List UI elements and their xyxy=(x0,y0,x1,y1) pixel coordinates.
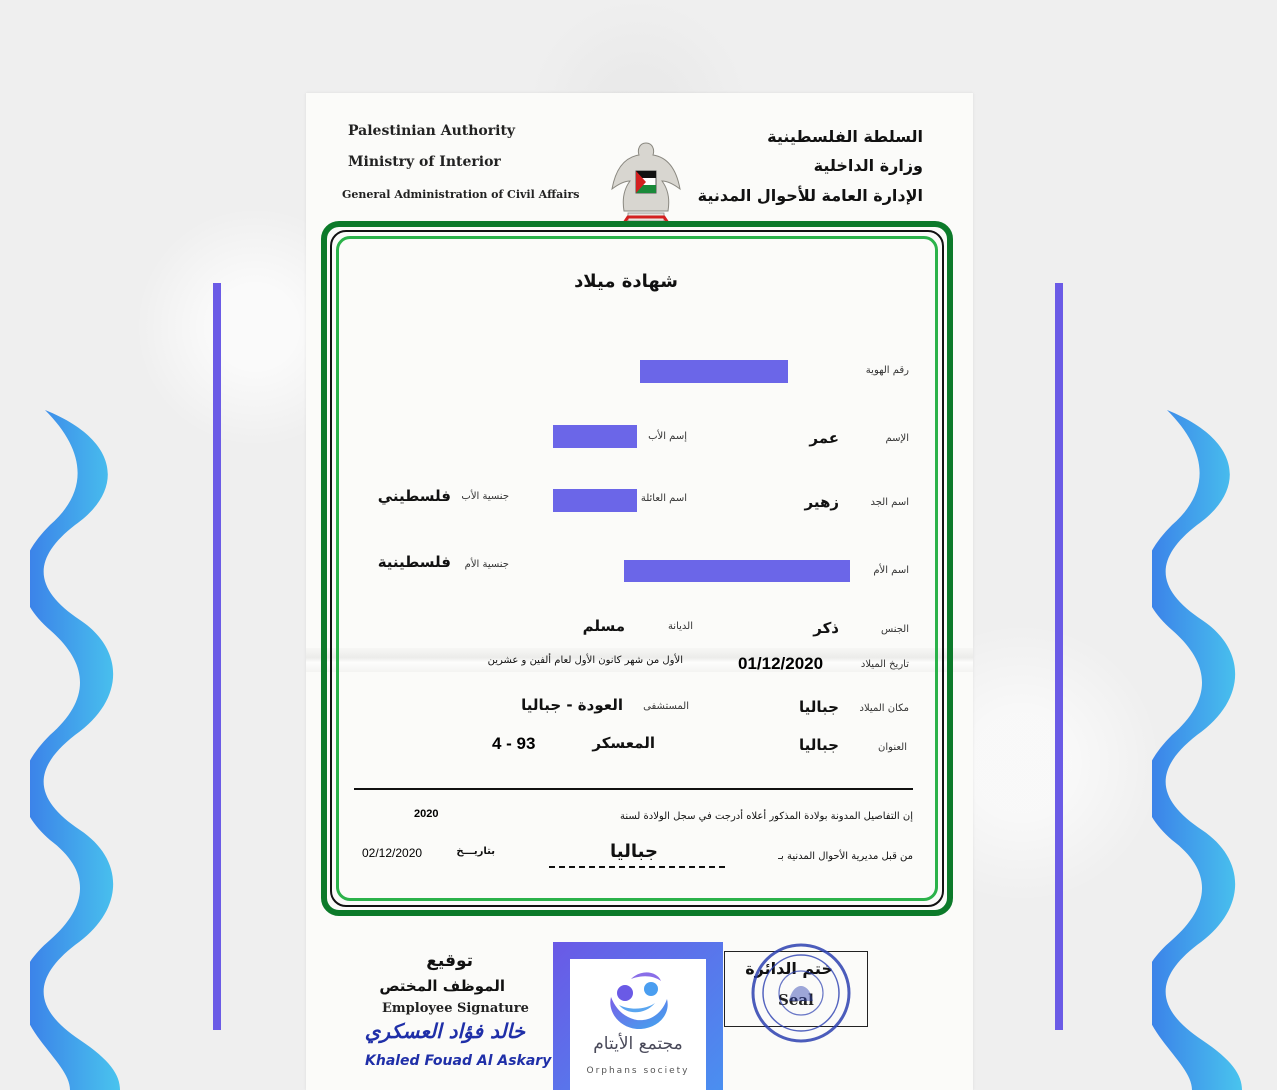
camp-value: 4 - 93 xyxy=(492,734,536,753)
mother-name-redacted xyxy=(624,560,850,582)
signature-label-ar: توقيع xyxy=(426,951,473,971)
family-name-redacted xyxy=(553,489,637,512)
name-label: الإسم xyxy=(885,433,909,444)
left-wave-decoration xyxy=(30,410,125,1090)
eagle-emblem-icon xyxy=(606,137,686,229)
issued-by-label: من قبل مديرية الأحوال المدنية بـ xyxy=(778,851,913,862)
birth-place-label: مكان الميلاد xyxy=(859,703,909,714)
seal-label-en: Seal xyxy=(778,991,814,1009)
officer-label-ar: الموظف المختص xyxy=(379,977,505,995)
header-ar-ministry: وزارة الداخلية xyxy=(813,156,923,175)
birth-certificate xyxy=(306,93,973,1090)
orphans-society-logo-icon xyxy=(601,969,675,1033)
issued-place-underline xyxy=(549,866,725,868)
issued-date-value: 02/12/2020 xyxy=(362,846,423,860)
religion-value: مسلم xyxy=(582,617,625,635)
header-ar-administration: الإدارة العامة للأحوال المدنية xyxy=(697,186,923,205)
hospital-label: المستشفى xyxy=(643,701,689,712)
sex-label: الجنس xyxy=(880,624,909,635)
issued-date-label: بتاريـــخ xyxy=(456,846,495,857)
officer-name-stamp xyxy=(361,1011,552,1079)
left-accent-bar xyxy=(213,283,221,1030)
divider-line xyxy=(354,788,913,790)
grandfather-value: زهير xyxy=(804,493,839,511)
header-en-ministry: Ministry of Interior xyxy=(348,154,501,170)
mother-nationality-label: جنسية الأم xyxy=(464,559,509,570)
orphans-society-logo-card xyxy=(553,942,723,1090)
mother-name-label: اسم الأم xyxy=(873,565,909,576)
certificate-title: شهادة ميلاد xyxy=(574,271,678,292)
header-en-authority: Palestinian Authority xyxy=(348,123,516,139)
mother-nationality-value: فلسطينية xyxy=(377,553,451,571)
id-number-label: رقم الهوية xyxy=(865,365,909,376)
header-ar-authority: السلطة الفلسطينية xyxy=(767,127,923,146)
official-seal-stamp-icon xyxy=(749,941,853,1045)
address-label: العنوان xyxy=(878,742,907,753)
seal-label-ar: ختم الدائرة xyxy=(745,959,833,978)
birth-date-words: الأول من شهر كانون الأول لعام ألفين و عشرين xyxy=(487,655,683,666)
name-value: عمر xyxy=(809,429,839,447)
officer-name-en: Khaled Fouad Al Askary xyxy=(365,1053,552,1069)
father-nationality-value: فلسطيني xyxy=(377,487,451,505)
registry-statement: إن التفاصيل المدونة بولادة المذكور أعلاه أدرجت في سجل الولادة لسنة xyxy=(620,811,913,822)
header-en-administration: General Administration of Civil Affairs xyxy=(342,188,580,201)
camp-label: المعسكر xyxy=(592,734,655,752)
birth-date-value: 01/12/2020 xyxy=(738,654,824,673)
officer-name-ar: خالد فؤاد العسكري xyxy=(364,1019,525,1043)
father-name-redacted xyxy=(553,425,637,448)
right-accent-bar xyxy=(1055,283,1063,1030)
family-name-label: اسم العائلة xyxy=(640,493,687,504)
religion-label: الديانة xyxy=(667,621,693,632)
logo-inner-panel xyxy=(570,959,706,1090)
hospital-value: العودة - جباليا xyxy=(521,696,623,714)
employee-signature-label: Employee Signature xyxy=(382,1001,529,1016)
birth-place-value: جباليا xyxy=(799,698,839,716)
logo-name-en: Orphans society xyxy=(586,1066,690,1076)
father-nationality-label: جنسية الأب xyxy=(461,491,509,502)
address-value: جباليا xyxy=(799,736,839,754)
registry-year: 2020 xyxy=(414,808,439,820)
father-name-label: إسم الأب xyxy=(648,431,687,442)
id-number-redacted xyxy=(640,360,788,383)
grandfather-label: اسم الجد xyxy=(870,497,909,508)
birth-date-label: تاريخ الميلاد xyxy=(860,659,909,670)
issued-place-value: جباليا xyxy=(610,841,658,862)
sex-value: ذكر xyxy=(813,619,839,637)
right-wave-decoration xyxy=(1152,410,1247,1090)
logo-name-ar: مجتمع الأيتام xyxy=(593,1034,683,1054)
